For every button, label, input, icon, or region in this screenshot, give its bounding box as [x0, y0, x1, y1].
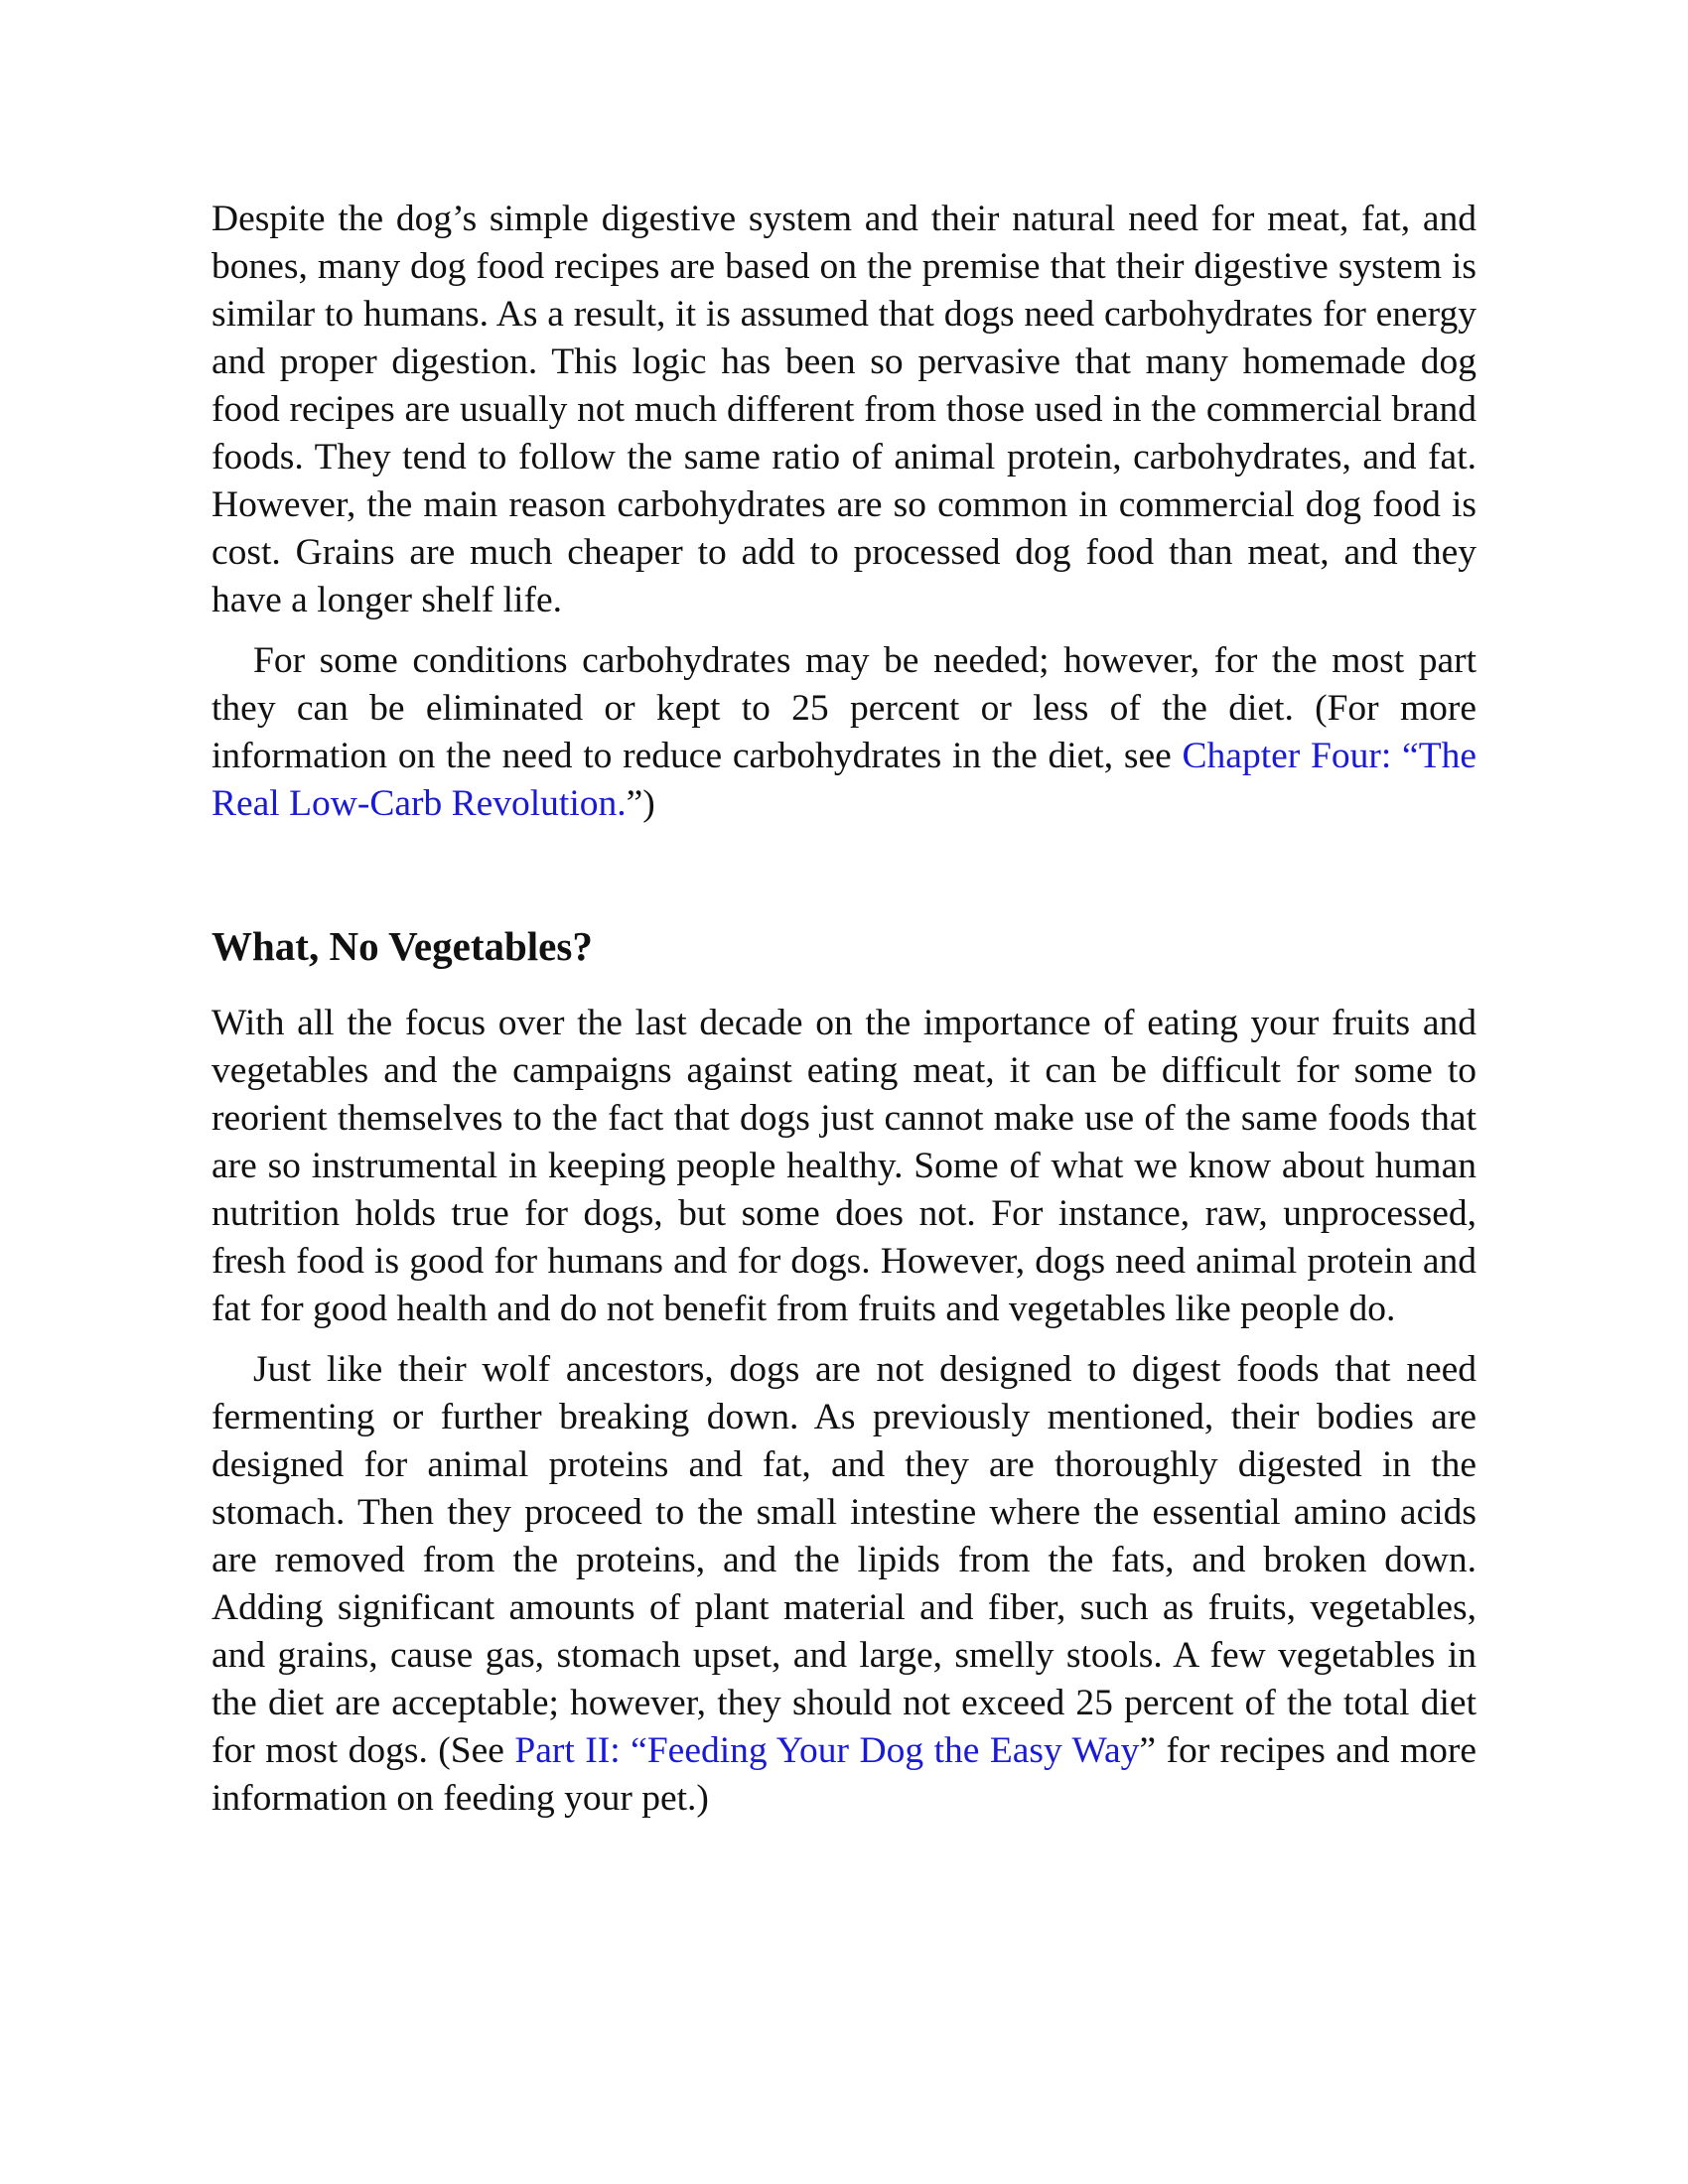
part-two-link[interactable]: Part II: “Feeding Your Dog the Easy Way	[514, 1730, 1140, 1771]
paragraph-text: Just like their wolf ancestors, dogs are not designed to digest foods that need fermenting or further breaking down. As previously mentioned, their bodies are designed for animal proteins and fat, and they are thoroughly digested in the stomach. Then they proceed to the small intestine where the essential amino acids are removed from the proteins, and the lipids from the fats, and broken down. Adding significant amounts of plant material and fiber, such as fruits, vegetables, and grains, cause gas, stomach upset, and large, smelly stools. A few vegetables in the diet are acceptable; however, they should not exceed 25 percent of the total diet for most dogs. (See	[211, 1349, 1477, 1771]
chapter-four-link[interactable]: Chapter Four: “The Real Low-Carb Revolution.	[211, 736, 1477, 824]
paragraph-text: For some conditions carbohydrates may be needed; however, for the most part they can be eliminated or kept to 25 percent or less of the diet. (For more information on the need to reduce carbohydrates in the diet, see	[211, 640, 1477, 776]
paragraph-text: ” for recipes and more information on feeding your pet.)	[211, 1730, 1477, 1819]
section-heading: What, No Vegetables?	[211, 923, 593, 969]
paragraph-wolf-ancestors	[211, 1346, 1477, 1823]
book-page	[211, 196, 1477, 1823]
paragraph-carbohydrate-premise: Despite the dog’s simple digestive system and their natural need for meat, fat, and bones, many dog food recipes are based on the premise that their digestive system is similar to humans. As a result, it is assumed that dogs need carbohydrates for energy and proper digestion. This logic has been so pervasive that many homemade dog food recipes are usually not much different from those used in the commercial brand foods. They tend to follow the same ratio of animal protein, carbohydrates, and fat. However, the main reason carbohydrates are so common in commercial dog food is cost. Grains are much cheaper to add to processed dog food than meat, and they have a longer shelf life.	[211, 199, 1477, 620]
paragraph-text: ”)	[626, 783, 655, 824]
paragraph-carbohydrate-conditions	[211, 637, 1477, 828]
paragraph-vegetables-focus: With all the focus over the last decade on the importance of eating your fruits and vegetables and the campaigns against eating meat, it can be difficult for some to reorient themselves to the fact that dogs just cannot make use of the same foods that are so instrumental in keeping people healthy. Some of what we know about human nutrition holds true for dogs, but some does not. For instance, raw, unprocessed, fresh food is good for humans and for dogs. However, dogs need animal protein and fat for good health and do not benefit from fruits and vegetables like people do.	[211, 1003, 1477, 1329]
